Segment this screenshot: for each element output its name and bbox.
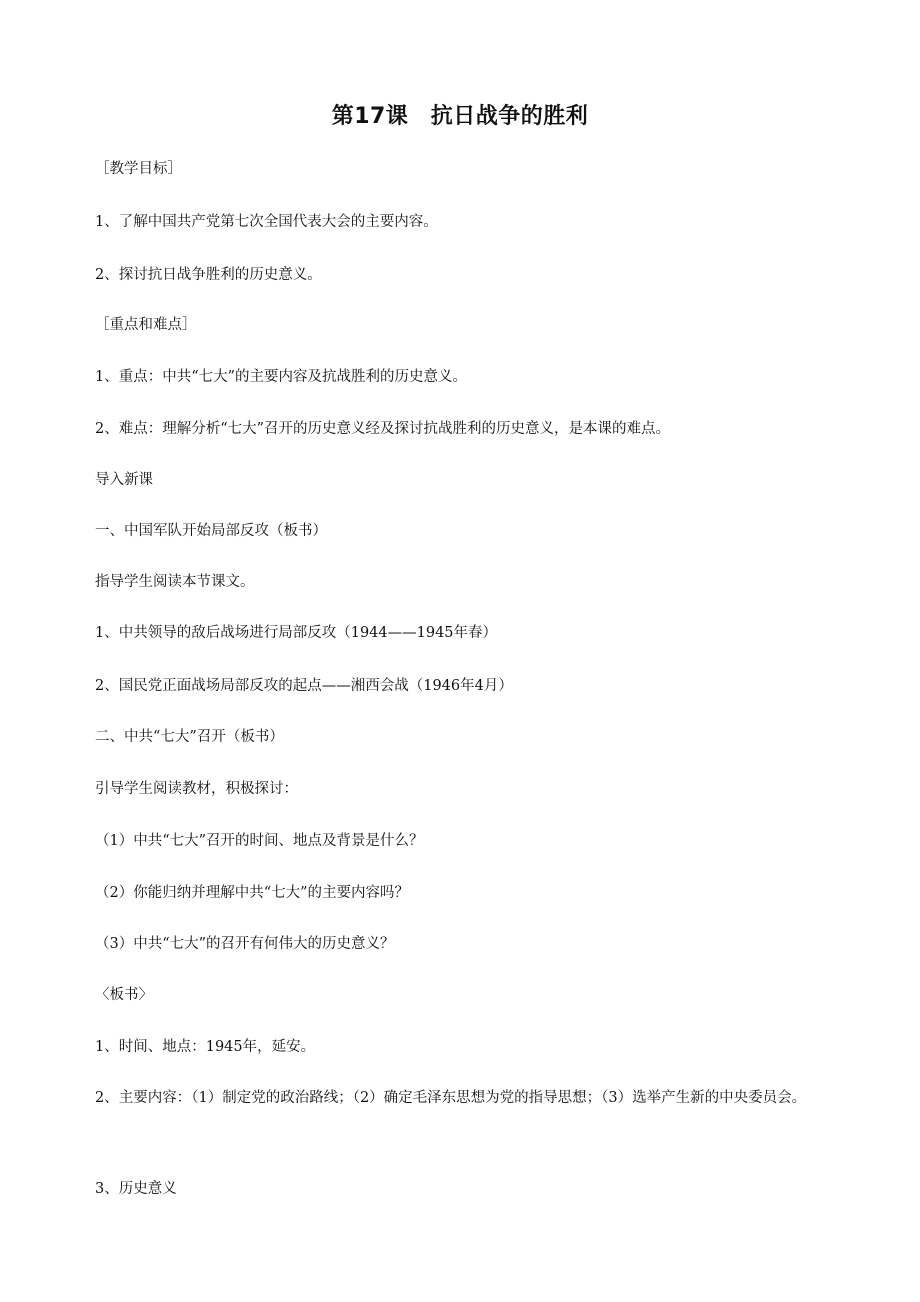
board-notes-label: 〈板书〉 bbox=[95, 987, 153, 1003]
key-point-item: 1、重点：中共“七大”的主要内容及抗战胜利的历史意义。 bbox=[95, 369, 468, 385]
section-heading-objectives: ［教学目标］ bbox=[95, 161, 182, 177]
list-item: 1、中共领导的敌后战场进行局部反攻（1944——1945年春） bbox=[95, 625, 498, 641]
paragraph: 指导学生阅读本节课文。 bbox=[95, 574, 255, 590]
section-heading-key-points: ［重点和难点］ bbox=[95, 317, 197, 333]
list-item: 2、国民党正面战场局部反攻的起点——湘西会战（1946年4月） bbox=[95, 678, 513, 694]
question-item: （3）中共“七大”的召开有何伟大的历史意义？ bbox=[95, 936, 395, 952]
paragraph: 引导学生阅读教材，积极探讨： bbox=[95, 781, 298, 797]
lesson-title: 第17课 抗日战争的胜利 bbox=[331, 104, 589, 129]
section-heading: 二、中共“七大”召开（板书） bbox=[95, 729, 284, 745]
objective-item: 2、探讨抗日战争胜利的历史意义。 bbox=[95, 267, 322, 283]
objective-item: 1、了解中国共产党第七次全国代表大会的主要内容。 bbox=[95, 214, 438, 230]
paragraph: 导入新课 bbox=[95, 472, 153, 488]
list-item: 2、主要内容：（1）制定党的政治路线；（2）确定毛泽东思想为党的指导思想；（3）选举产生新的中央委员会。 bbox=[95, 1090, 807, 1106]
question-item: （2）你能归纳并理解中共“七大”的主要内容吗？ bbox=[95, 885, 410, 901]
list-item: 3、历史意义 bbox=[95, 1181, 177, 1197]
section-heading: 一、中国军队开始局部反攻（板书） bbox=[95, 523, 327, 539]
question-item: （1）中共“七大”召开的时间、地点及背景是什么？ bbox=[95, 833, 424, 849]
key-point-item: 2、难点：理解分析“七大”召开的历史意义经及探讨抗战胜利的历史意义，是本课的难点。 bbox=[95, 421, 671, 437]
list-item: 1、时间、地点：1945年，延安。 bbox=[95, 1039, 316, 1055]
